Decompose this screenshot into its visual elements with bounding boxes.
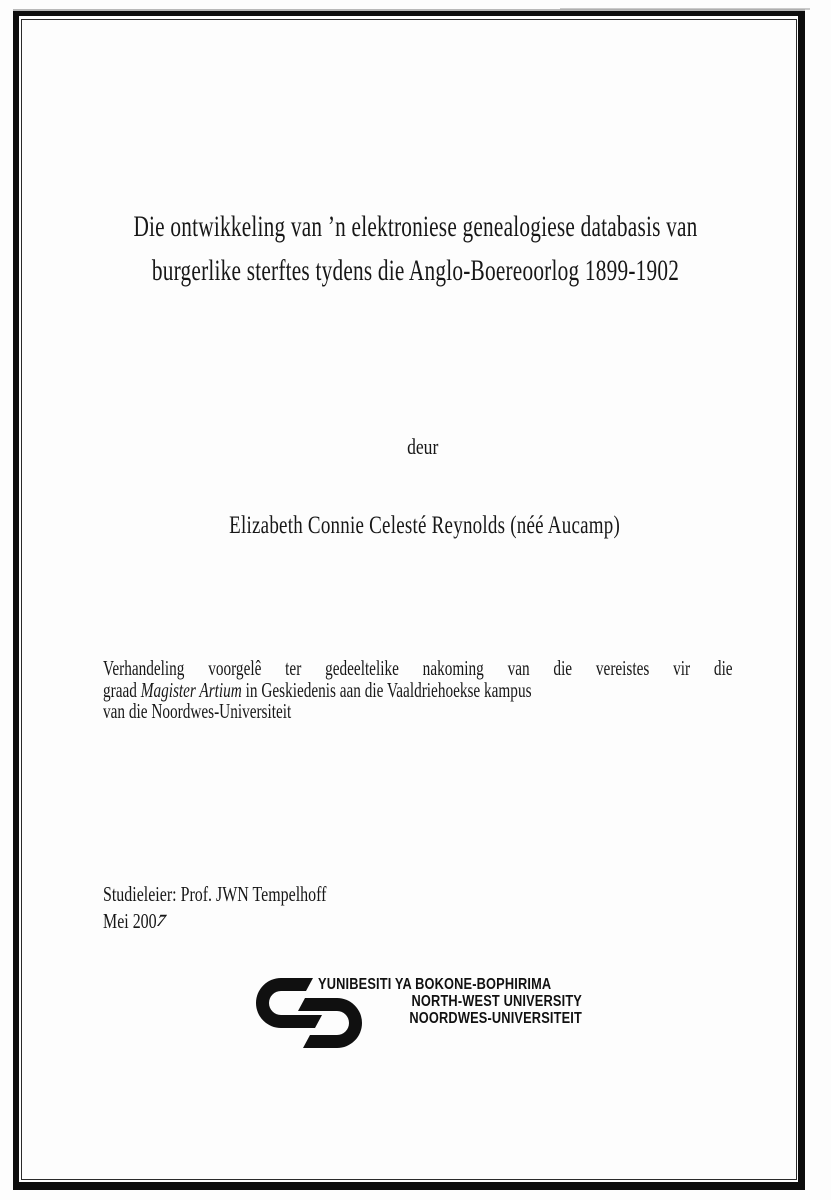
degree-statement-line1: Verhandeling voorgelê ter gedeeltelike nakoming van die vereistes vir die <box>103 656 733 680</box>
author-name: Elizabeth Connie Celesté Reynolds (néé Aucamp) <box>229 512 621 539</box>
thesis-title <box>120 205 710 293</box>
degree-name-italic: Magister Artium <box>140 677 242 702</box>
thesis-title-line1: Die ontwikkeling van ’n elektroniese genealogiese databasis van <box>133 210 698 243</box>
supervisor-line: Studieleier: Prof. JWN Tempelhoff <box>103 882 327 906</box>
scan-smudge <box>560 8 810 10</box>
logo-line-afrikaans: NOORDWES-UNIVERSITEIT <box>409 1010 582 1027</box>
degree-statement <box>103 658 733 723</box>
university-logo-text <box>318 976 582 1027</box>
date-line <box>103 908 326 935</box>
byline-deur: deur <box>407 434 439 459</box>
degree-statement-line2-before: graad <box>103 677 141 702</box>
logo-line-setswana: YUNIBESITI YA BOKONE-BOPHIRIMA <box>318 976 552 993</box>
date-last-digit: 7 <box>153 910 169 931</box>
thesis-title-line2: burgerlike sterftes tydens die Anglo-Boereoorlog 1899-1902 <box>151 254 680 287</box>
degree-statement-line2-after: in Geskiedenis aan die Vaaldriehoekse kampus <box>241 677 532 702</box>
degree-statement-line3: van die Noordwes-Universiteit <box>103 699 292 723</box>
logo-line-english: NORTH-WEST UNIVERSITY <box>411 993 582 1010</box>
date-prefix: Mei 200 <box>103 909 157 933</box>
supervisor-block <box>103 881 326 935</box>
degree-statement-line2 <box>103 677 733 702</box>
